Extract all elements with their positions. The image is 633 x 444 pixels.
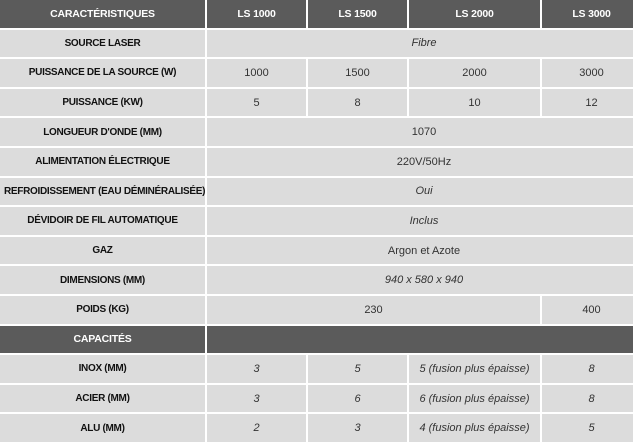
section-title-capacites: CAPACITÉS [0, 326, 205, 354]
header-model-ls1000: LS 1000 [207, 0, 306, 28]
table-row [0, 207, 633, 235]
value-inox-ls1000: 3 [207, 355, 306, 383]
table-row [0, 385, 633, 413]
value-gaz: Argon et Azote [207, 237, 633, 265]
table-row [0, 237, 633, 265]
value-inox-ls3000: 8 [542, 355, 633, 383]
value-poids-ls3000: 400 [542, 296, 633, 324]
value-puissance-source-ls2000: 2000 [409, 59, 540, 87]
table-row [0, 30, 633, 58]
row-label-inox: INOX (MM) [0, 355, 205, 383]
header-model-ls1500: LS 1500 [308, 0, 407, 28]
row-label-gaz: GAZ [0, 237, 205, 265]
row-label-source-laser: SOURCE LASER [0, 30, 205, 58]
capacites-header-row [0, 326, 633, 354]
row-label-alimentation: ALIMENTATION ÉLECTRIQUE [0, 148, 205, 176]
value-refroidissement: Oui [207, 178, 633, 206]
table-row [0, 266, 633, 294]
row-label-acier: ACIER (MM) [0, 385, 205, 413]
row-label-longueur-onde: LONGUEUR D'ONDE (MM) [0, 118, 205, 146]
value-inox-ls2000: 5 (fusion plus épaisse) [409, 355, 540, 383]
value-puissance-ls1000: 5 [207, 89, 306, 117]
table-row [0, 414, 633, 442]
value-devidoir: Inclus [207, 207, 633, 235]
section-header-filler [207, 326, 633, 354]
value-alu-ls1500: 3 [308, 414, 407, 442]
value-source-laser: Fibre [207, 30, 633, 58]
value-alu-ls1000: 2 [207, 414, 306, 442]
row-label-puissance: PUISSANCE (KW) [0, 89, 205, 117]
row-label-puissance-source: PUISSANCE DE LA SOURCE (W) [0, 59, 205, 87]
value-puissance-source-ls1000: 1000 [207, 59, 306, 87]
row-label-dimensions: DIMENSIONS (MM) [0, 266, 205, 294]
value-acier-ls1500: 6 [308, 385, 407, 413]
row-label-refroidissement: REFROIDISSEMENT (EAU DÉMINÉRALISÉE) [0, 178, 205, 206]
value-alu-ls3000: 5 [542, 414, 633, 442]
header-model-ls3000: LS 3000 [542, 0, 633, 28]
value-inox-ls1500: 5 [308, 355, 407, 383]
value-puissance-source-ls3000: 3000 [542, 59, 633, 87]
header-characteristics: CARACTÉRISTIQUES [0, 0, 205, 28]
value-poids-ls1000-2000: 230 [207, 296, 540, 324]
value-alu-ls2000: 4 (fusion plus épaisse) [409, 414, 540, 442]
value-puissance-ls3000: 12 [542, 89, 633, 117]
table-row [0, 118, 633, 146]
row-label-devidoir: DÉVIDOIR DE FIL AUTOMATIQUE [0, 207, 205, 235]
value-acier-ls2000: 6 (fusion plus épaisse) [409, 385, 540, 413]
row-label-poids: POIDS (KG) [0, 296, 205, 324]
value-longueur-onde: 1070 [207, 118, 633, 146]
value-puissance-source-ls1500: 1500 [308, 59, 407, 87]
value-acier-ls1000: 3 [207, 385, 306, 413]
value-alimentation: 220V/50Hz [207, 148, 633, 176]
value-acier-ls3000: 8 [542, 385, 633, 413]
value-puissance-ls1500: 8 [308, 89, 407, 117]
table-row [0, 59, 633, 87]
table-row [0, 355, 633, 383]
header-row [0, 0, 633, 28]
header-model-ls2000: LS 2000 [409, 0, 540, 28]
table-row [0, 148, 633, 176]
table-row [0, 178, 633, 206]
row-label-alu: ALU (MM) [0, 414, 205, 442]
table-row [0, 296, 633, 324]
value-dimensions: 940 x 580 x 940 [207, 266, 633, 294]
value-puissance-ls2000: 10 [409, 89, 540, 117]
table-row [0, 89, 633, 117]
